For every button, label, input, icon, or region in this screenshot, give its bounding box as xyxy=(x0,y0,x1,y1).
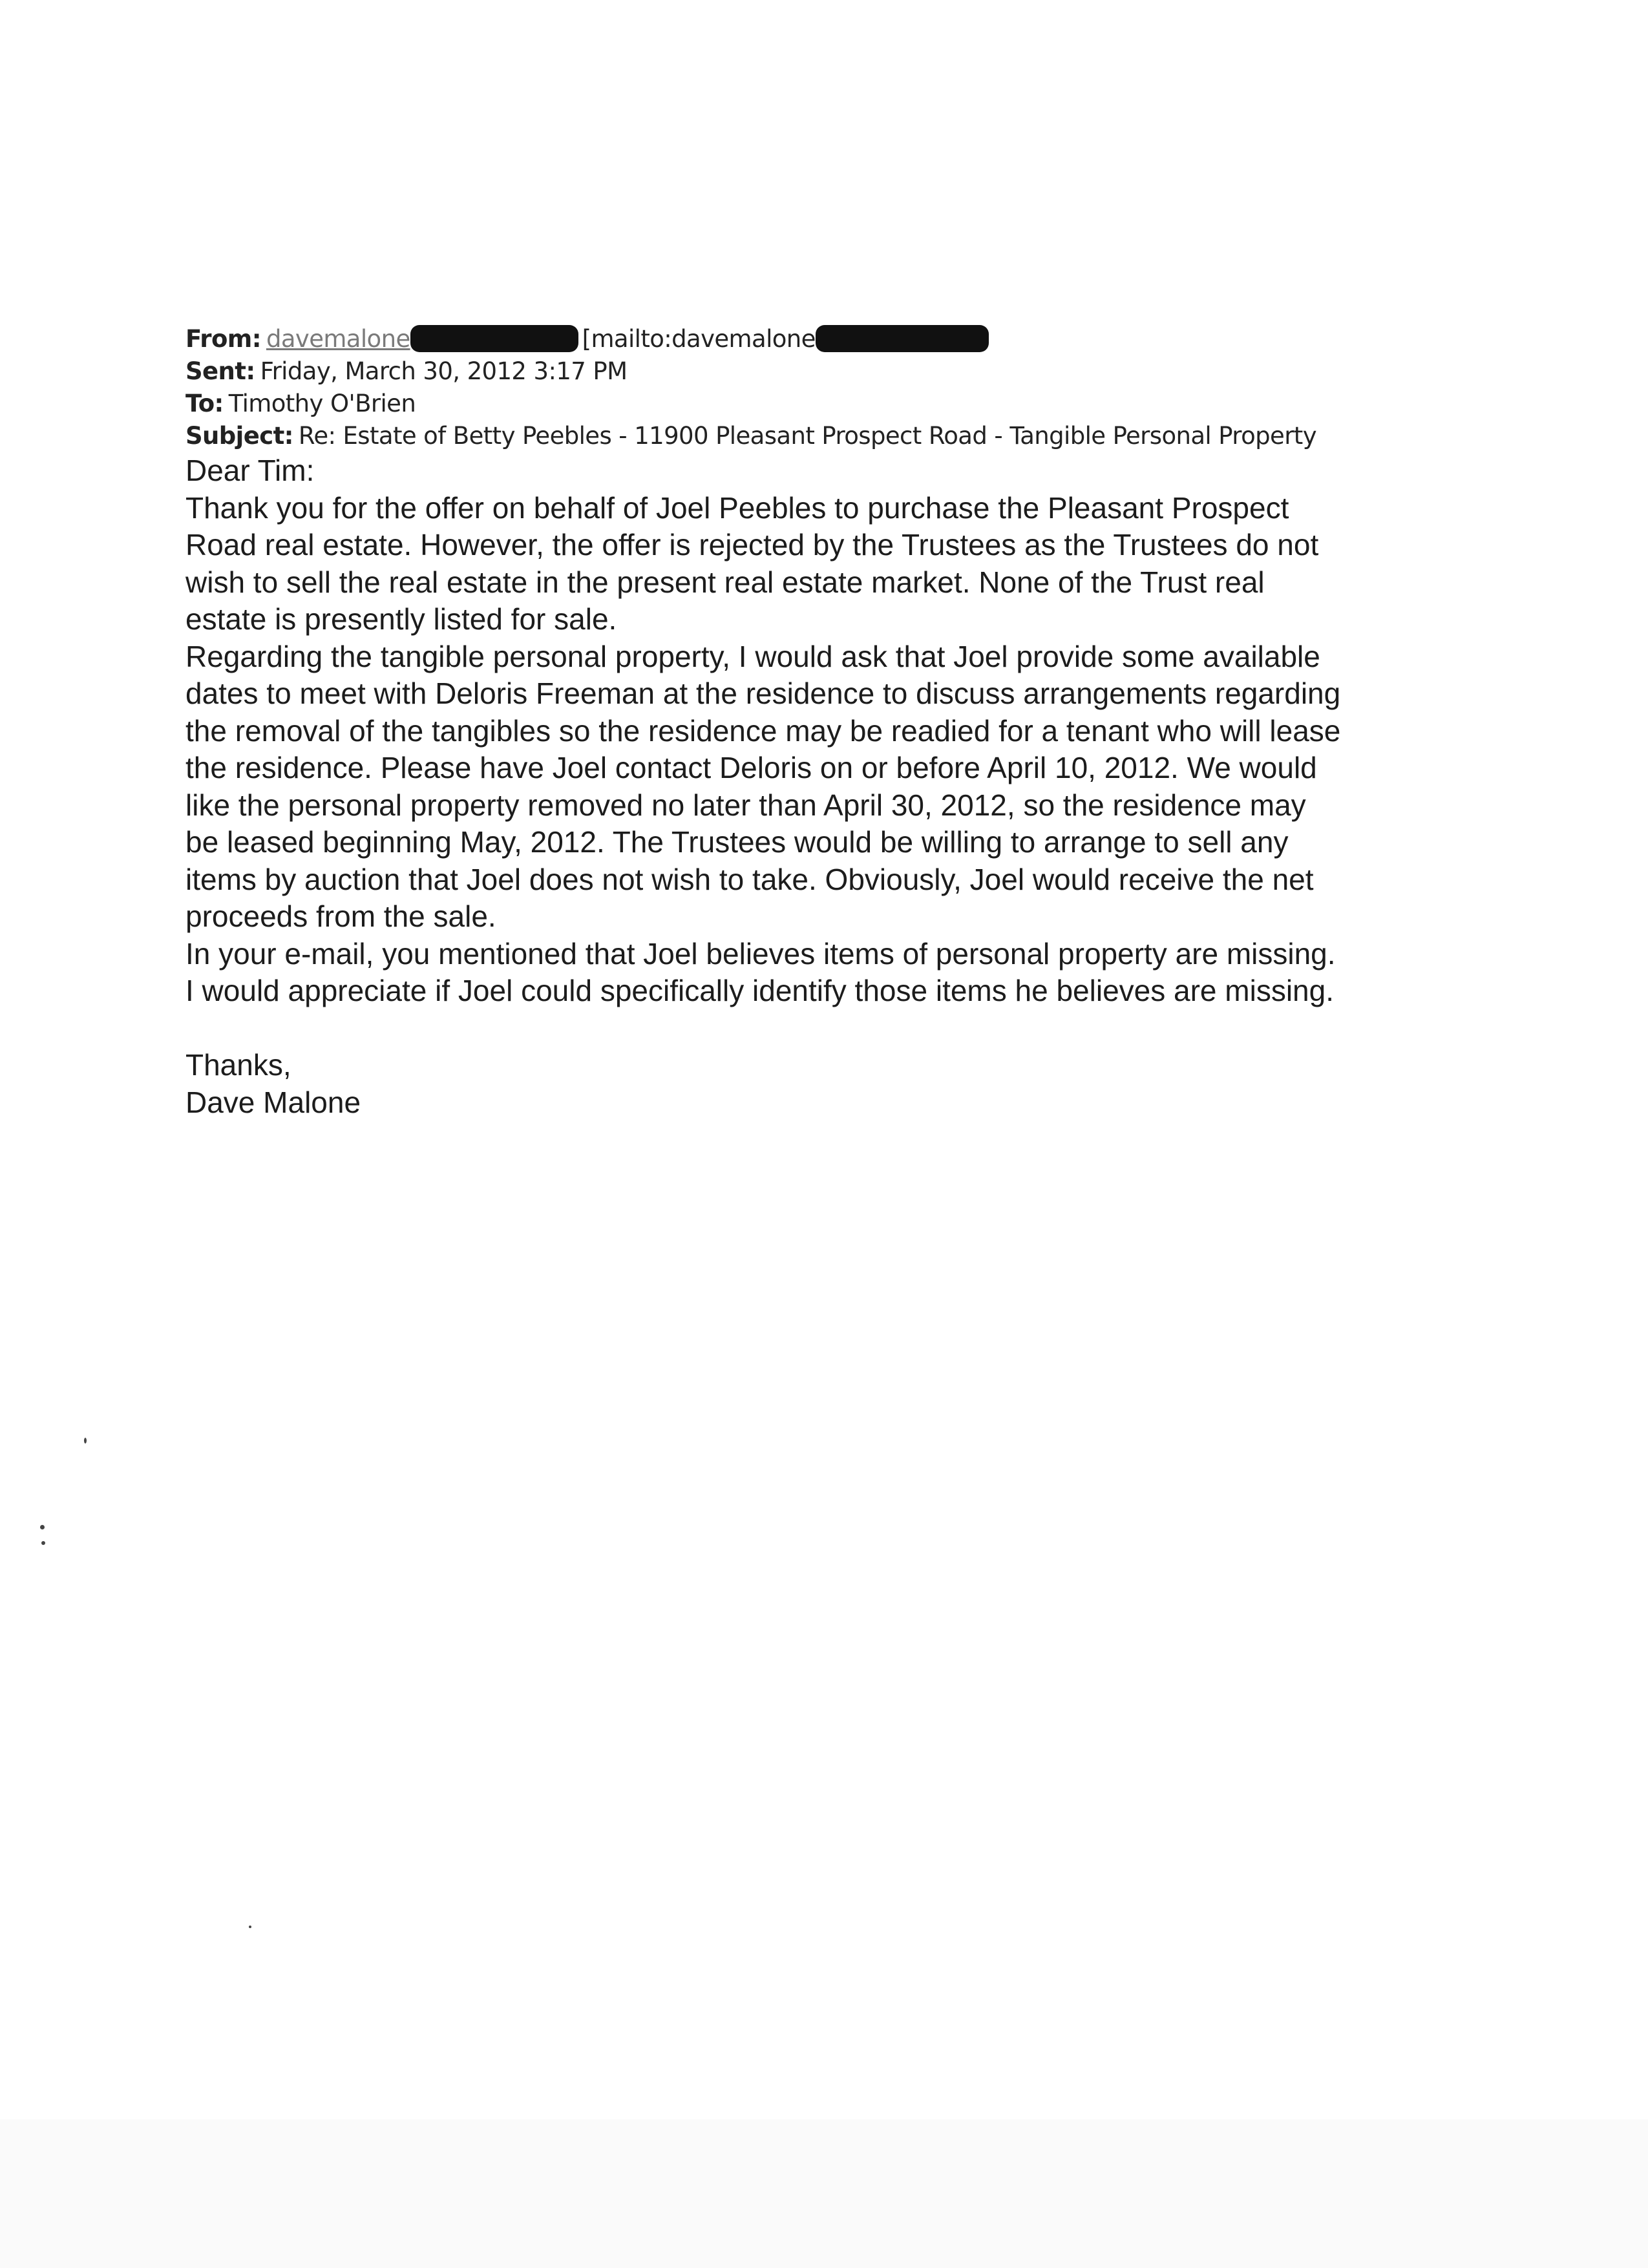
paragraph-tangible-property xyxy=(185,638,1491,936)
redaction-bar xyxy=(816,325,989,352)
body-line: the residence. Please have Joel contact Deloris on or before April 10, 2012. We would xyxy=(185,751,1317,784)
paragraph-missing-items xyxy=(185,936,1491,1010)
body-line: like the personal property removed no later than April 30, 2012, so the residence may xyxy=(185,788,1306,822)
sent-line xyxy=(185,355,1491,388)
redaction-bar xyxy=(410,325,578,352)
body-line: dates to meet with Deloris Freeman at the residence to discuss arrangements regarding xyxy=(185,677,1341,710)
to-label: To: xyxy=(185,390,224,417)
body-line: the removal of the tangibles so the residence may be readied for a tenant who will lease xyxy=(185,713,1341,748)
subject-value: Re: Estate of Betty Peebles - 11900 Pleasant Prospect Road - Tangible Personal Property xyxy=(298,422,1317,450)
from-label: From: xyxy=(185,325,261,353)
email-body xyxy=(185,452,1491,1121)
email-header xyxy=(185,323,1491,452)
from-line xyxy=(185,323,1491,355)
sender-email-link[interactable]: davemalone xyxy=(266,325,410,353)
scan-speck xyxy=(41,1541,45,1545)
scan-bottom-shade xyxy=(0,2119,1648,2268)
paragraph-offer xyxy=(185,490,1491,638)
to-line xyxy=(185,388,1491,420)
body-line: proceeds from the sale. xyxy=(185,899,496,933)
sent-value: Friday, March 30, 2012 3:17 PM xyxy=(260,357,628,385)
subject-line xyxy=(185,420,1491,452)
to-value: Timothy O'Brien xyxy=(228,390,416,417)
body-line: Regarding the tangible personal property, I would ask that Joel provide some available xyxy=(185,639,1320,673)
scan-speck xyxy=(249,1926,251,1928)
body-line: Road real estate. However, the offer is rejected by the Trustees as the Trustees do not xyxy=(185,528,1319,562)
body-line: Thank you for the offer on behalf of Joel Peebles to purchase the Pleasant Prospect xyxy=(185,490,1289,525)
body-line: estate is presently listed for sale. xyxy=(185,602,617,636)
body-line: be leased beginning May, 2012. The Trustees would be willing to arrange to sell any xyxy=(185,825,1289,859)
mailto-text: [mailto:davemalone xyxy=(582,325,816,353)
signature: Dave Malone xyxy=(185,1085,361,1119)
sent-label: Sent: xyxy=(185,357,255,385)
scan-speck xyxy=(84,1438,87,1444)
scan-speck xyxy=(40,1525,45,1529)
body-line: items by auction that Joel does not wish to take. Obviously, Joel would receive the net xyxy=(185,862,1314,896)
subject-label: Subject: xyxy=(185,422,293,450)
body-line: In your e-mail, you mentioned that Joel believes items of personal property are missing. xyxy=(185,936,1336,971)
body-line: wish to sell the real estate in the present real estate market. None of the Trust real xyxy=(185,565,1265,599)
greeting: Dear Tim: xyxy=(185,454,315,487)
email-printout xyxy=(185,323,1491,1121)
spacer xyxy=(185,1010,1491,1047)
body-line: I would appreciate if Joel could specifically identify those items he believes are missing. xyxy=(185,974,1334,1007)
closing: Thanks, xyxy=(185,1048,291,1082)
